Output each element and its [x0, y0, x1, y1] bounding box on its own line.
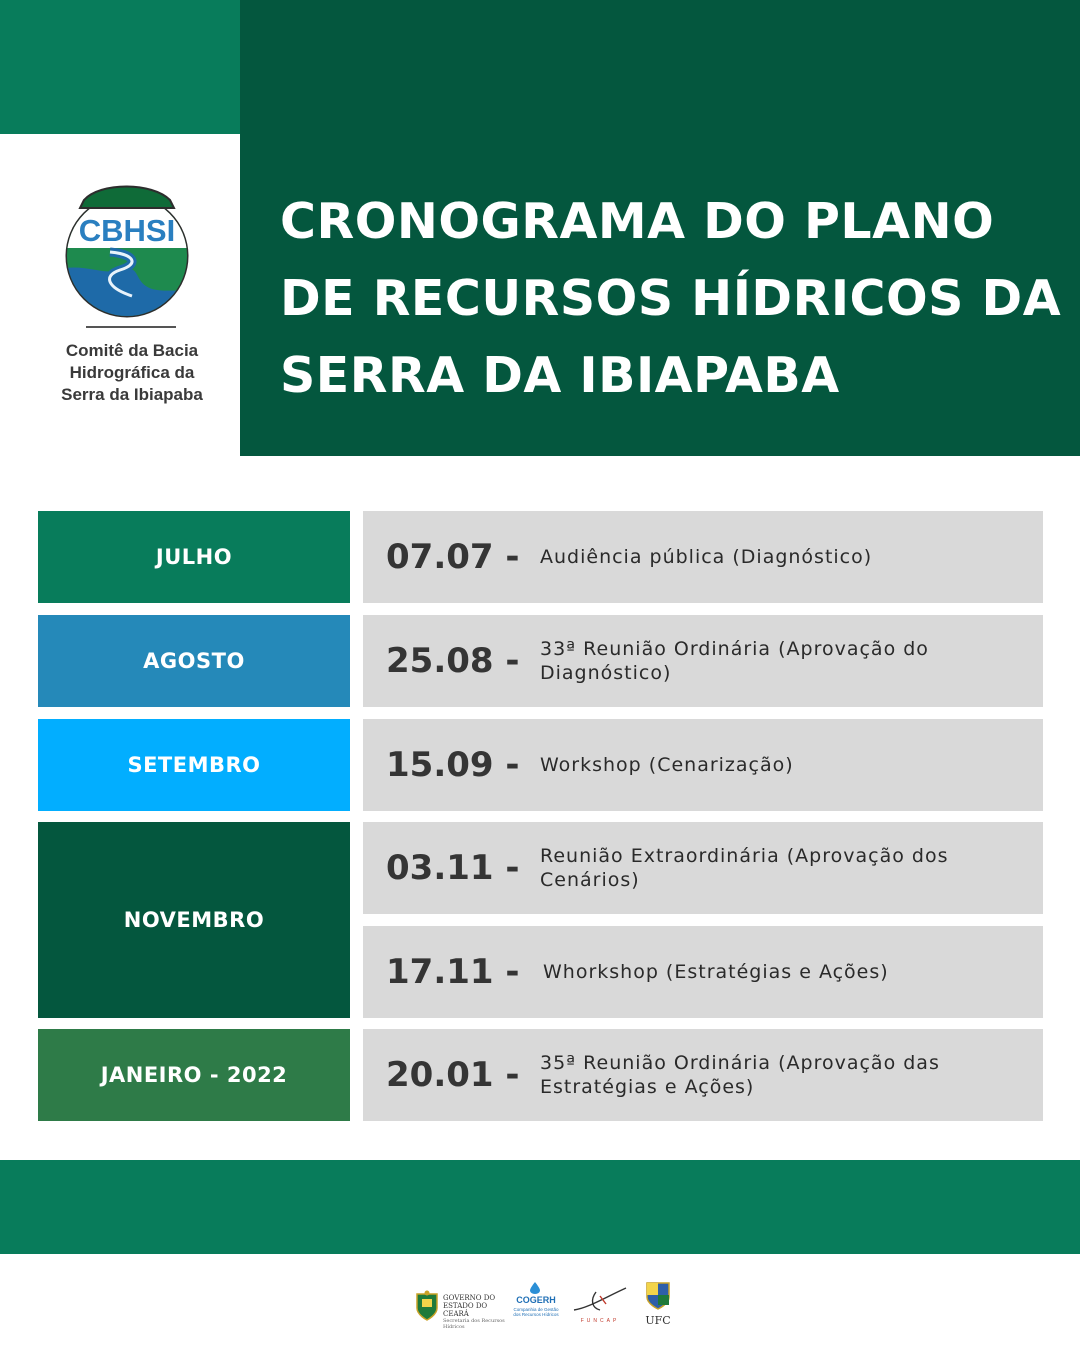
logo-caption	[44, 340, 220, 406]
footer-band	[0, 1160, 1080, 1254]
event-date: 03.11 -	[386, 848, 520, 888]
cogerh-logo	[510, 1280, 562, 1334]
event-row	[363, 615, 1043, 707]
funcap-swoosh-icon	[570, 1284, 630, 1318]
funcap-logo	[570, 1280, 632, 1334]
governo-line-1: GOVERNO DO	[443, 1294, 496, 1302]
event-description: 33ª Reunião Ordinária (Aprovação do Diagnóstico)	[540, 638, 929, 684]
event-row	[363, 822, 1043, 914]
event-row	[363, 719, 1043, 811]
cbhsi-emblem-icon	[62, 178, 192, 318]
cogerh-line-2: Companhia de Gestão	[513, 1307, 559, 1312]
header-banner	[240, 0, 1080, 456]
logo-caption-line-2: Hidrográfica da	[69, 363, 195, 382]
event-row	[363, 926, 1043, 1018]
governo-ceara-logo	[415, 1280, 503, 1334]
page-title	[280, 183, 1060, 414]
ufc-logo	[641, 1280, 675, 1334]
month-setembro: SETEMBRO	[38, 719, 350, 811]
event-row	[363, 1029, 1043, 1121]
partner-logos	[415, 1280, 675, 1334]
ufc-shield-icon	[645, 1280, 671, 1310]
cbhsi-logo	[44, 178, 220, 410]
water-drop-icon	[530, 1282, 540, 1294]
logo-divider	[86, 326, 176, 328]
event-date: 20.01 -	[386, 1055, 520, 1095]
event-description: Reunião Extraordinária (Aprovação dos Cenários)	[540, 845, 949, 891]
cbhsi-acronym: CBHSI	[78, 213, 176, 248]
month-novembro: NOVEMBRO	[38, 822, 350, 1018]
logo-caption-line-3: Serra da Ibiapaba	[61, 385, 203, 404]
cogerh-line-3: dos Recursos Hídricos	[513, 1312, 559, 1317]
title-line-1: CRONOGRAMA DO PLANO	[280, 193, 995, 250]
event-description: Workshop (Cenarização)	[540, 754, 794, 776]
ceara-coat-of-arms-icon	[415, 1290, 439, 1322]
top-left-accent-bar	[0, 0, 240, 134]
event-description: 35ª Reunião Ordinária (Aprovação das Estratégias e Ações)	[540, 1052, 940, 1098]
event-date: 17.11 -	[386, 952, 520, 992]
event-date: 07.07 -	[386, 537, 520, 577]
event-description: Audiência pública (Diagnóstico)	[540, 546, 873, 568]
governo-line-3: Secretaria dos Recursos Hídricos	[443, 1318, 505, 1330]
event-date: 15.09 -	[386, 745, 520, 785]
logo-caption-line-1: Comitê da Bacia	[65, 341, 199, 360]
title-line-2: DE RECURSOS HÍDRICOS DA	[280, 270, 1062, 327]
funcap-name: FUNCAP	[580, 1318, 620, 1324]
cogerh-name: COGERH	[516, 1295, 556, 1305]
event-description: Whorkshop (Estratégias e Ações)	[543, 961, 889, 983]
event-date: 25.08 -	[386, 641, 520, 681]
month-julho: JULHO	[38, 511, 350, 603]
event-row	[363, 511, 1043, 603]
title-line-3: SERRA DA IBIAPABA	[280, 347, 840, 404]
month-agosto: AGOSTO	[38, 615, 350, 707]
month-janeiro-2022: JANEIRO - 2022	[38, 1029, 350, 1121]
governo-line-2: ESTADO DO CEARÁ	[443, 1302, 488, 1318]
ufc-name: UFC	[645, 1314, 671, 1327]
